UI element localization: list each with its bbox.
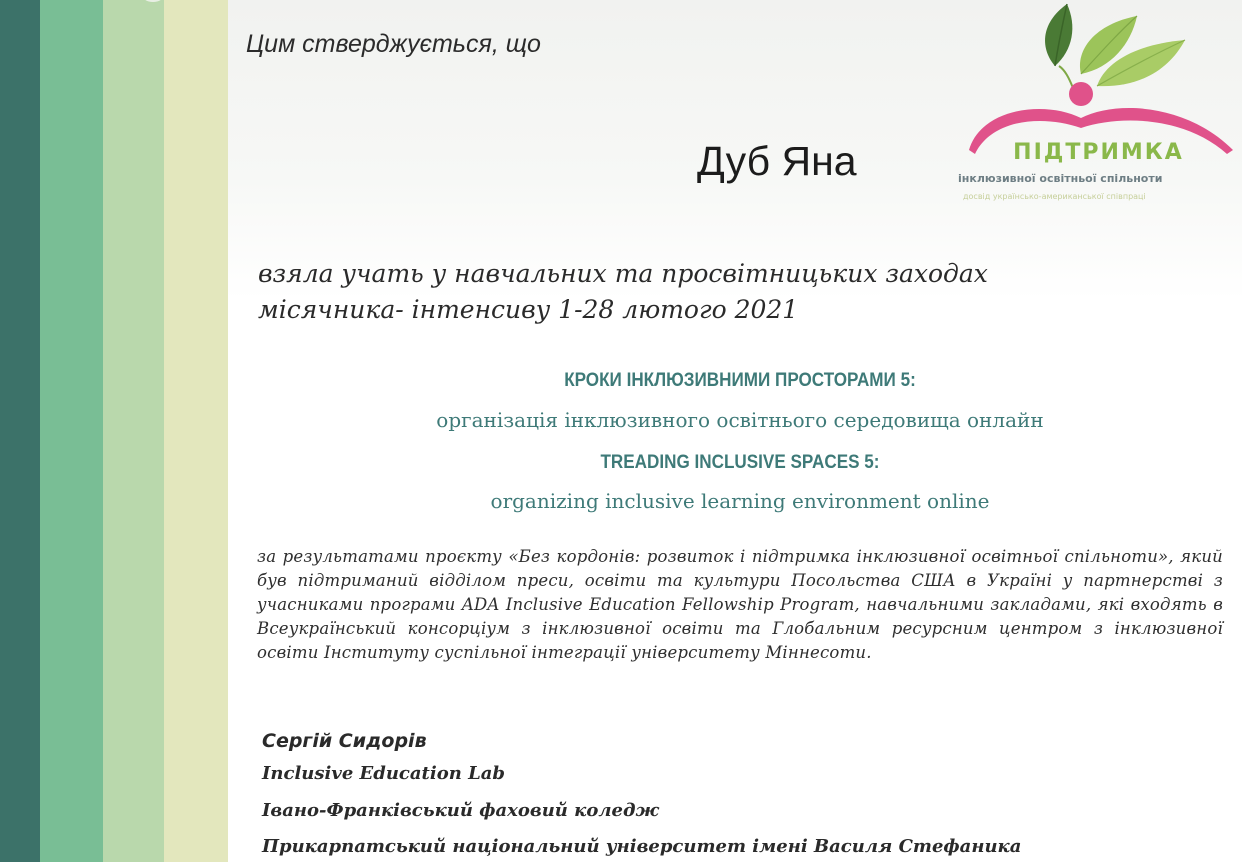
participation-line-1: взяла учать у навчальних та просвітницьких заходах (258, 259, 988, 288)
logo-tagline: досвід українсько-американської співпраці (963, 192, 1146, 201)
stripe-light-green (103, 0, 164, 862)
project-description: за результатами проєкту «Без кордонів: розвиток і підтримка інклюзивної освітньої спільноти», який був підтриманий відділом преси, освіти та культури Посольства США в Україні у партнерстві з учасниками програми ADA Inclusive Education Fellowship Program, навчальними закладами, які входять в Всеукраїнський консорціум з інклюзивної освіти та Глобальним ресурсним центром з інклюзивної освіти Інституту суспільної інтеграції університету Міннесоти. (257, 547, 1223, 662)
program-subtitle-ua: організація інклюзивного освітнього середовища онлайн (436, 408, 1044, 432)
participation-text (258, 256, 988, 328)
signatory-university: Прикарпатський національний університет імені Василя Стефаника (262, 836, 1022, 857)
program-subtitle-en: organizing inclusive learning environment online (490, 489, 990, 513)
leaves-and-arc-icon (955, 0, 1242, 160)
stripe-dark-teal (0, 0, 40, 862)
decorative-stripes (0, 0, 228, 862)
program-title-ua: КРОКИ ІНКЛЮЗИВНИМИ ПРОСТОРАМИ 5: (564, 370, 916, 391)
stripe-green (40, 0, 103, 862)
participation-line-2: місячника- інтенсиву 1-28 лютого 2021 (258, 295, 799, 324)
recipient-name: Дуб Яна (697, 138, 857, 184)
logo-subtitle: інклюзивної освітньої спільноти (958, 172, 1163, 185)
signatory-name: Сергій Сидорів (262, 730, 427, 752)
stripe-pale-yellow (164, 0, 228, 862)
project-logo (955, 0, 1242, 220)
certificate-intro: Цим стверджується, що (246, 30, 541, 58)
logo-title: ПІДТРИМКА (1013, 140, 1184, 165)
signatory-college: Івано-Франківський фаховий коледж (262, 800, 659, 821)
program-title-en: TREADING INCLUSIVE SPACES 5: (600, 452, 880, 473)
signatory-organization: Inclusive Education Lab (262, 763, 505, 784)
